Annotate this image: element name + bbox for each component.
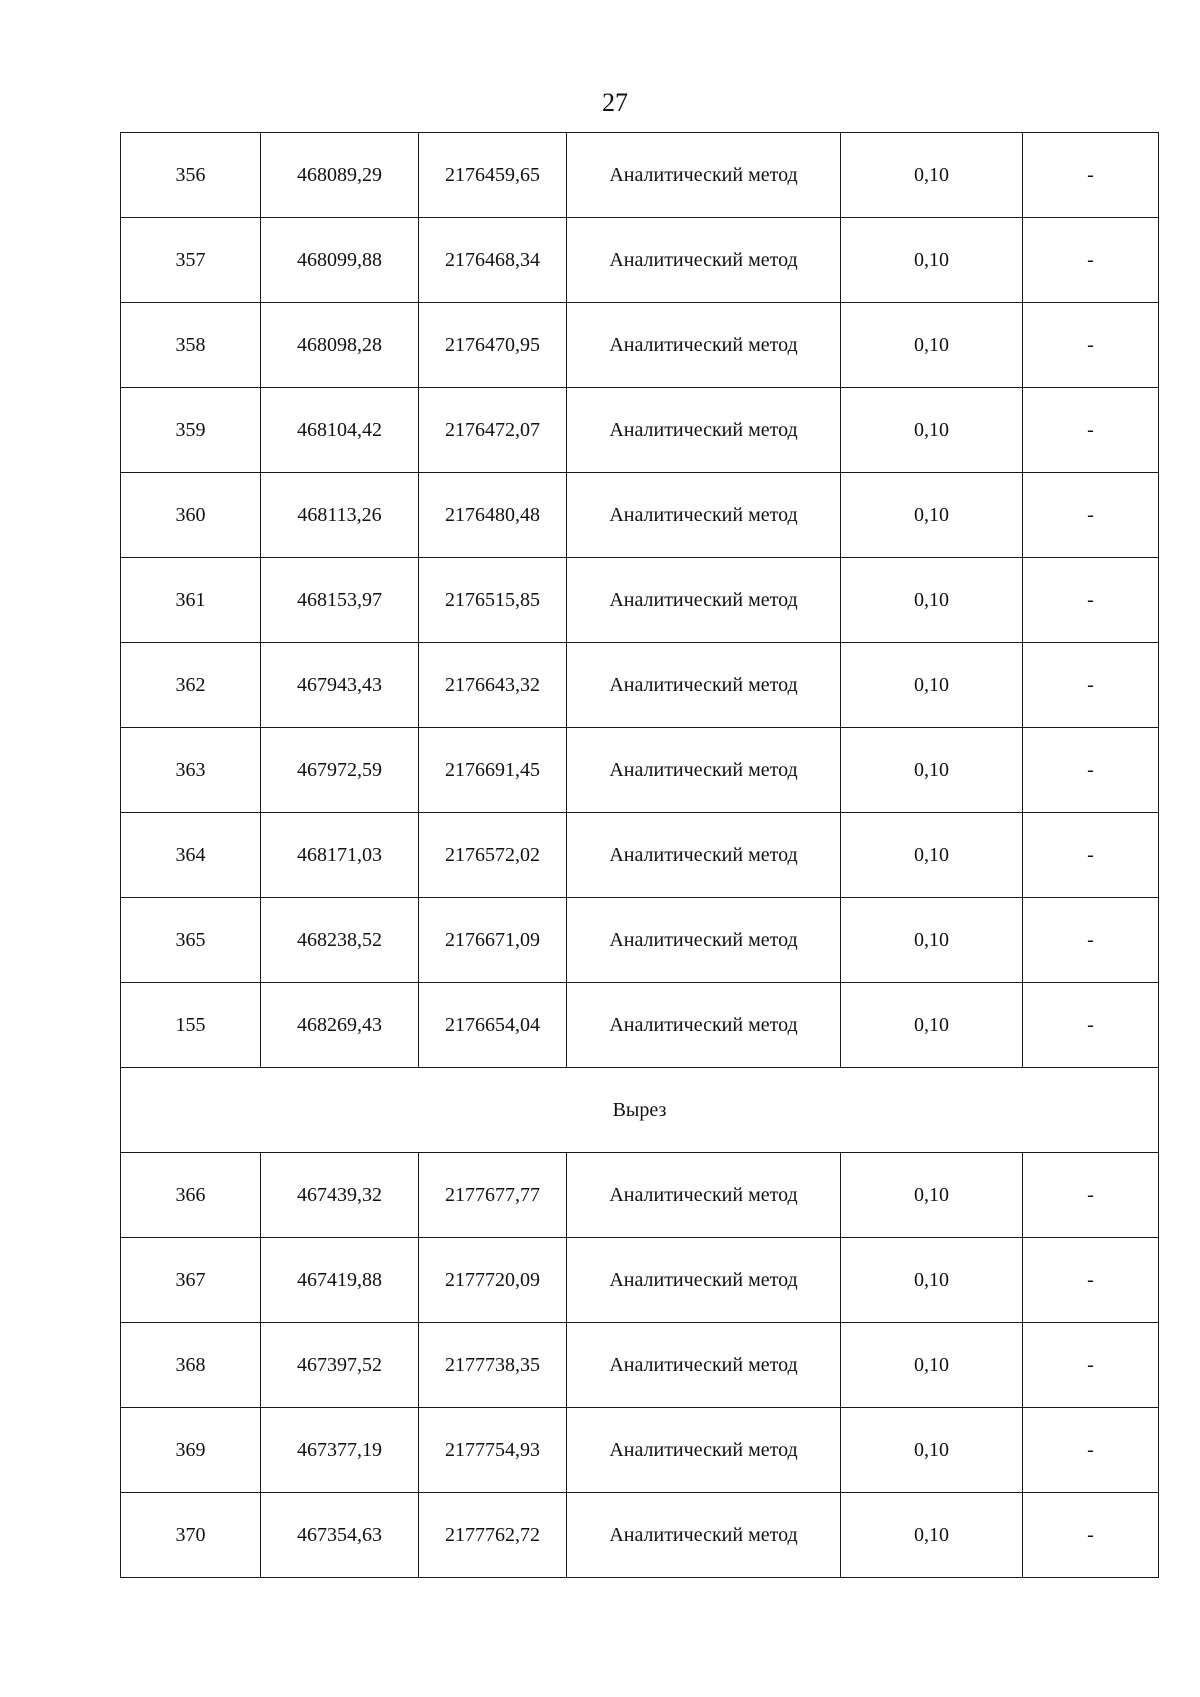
x-coordinate-cell: 467397,52 <box>261 1323 419 1408</box>
accuracy-cell: 0,10 <box>841 218 1023 303</box>
method-cell: Аналитический метод <box>567 1153 841 1238</box>
y-coordinate-cell: 2176671,09 <box>419 898 567 983</box>
note-cell: - <box>1023 728 1159 813</box>
method-cell: Аналитический метод <box>567 1238 841 1323</box>
table-row <box>121 728 1159 813</box>
method-cell: Аналитический метод <box>567 1323 841 1408</box>
method-cell: Аналитический метод <box>567 558 841 643</box>
method-cell: Аналитический метод <box>567 983 841 1068</box>
table-row <box>121 813 1159 898</box>
x-coordinate-cell: 467943,43 <box>261 643 419 728</box>
coordinates-table <box>120 132 1159 1578</box>
method-cell: Аналитический метод <box>567 388 841 473</box>
y-coordinate-cell: 2176572,02 <box>419 813 567 898</box>
note-cell: - <box>1023 1408 1159 1493</box>
accuracy-cell: 0,10 <box>841 1323 1023 1408</box>
x-coordinate-cell: 467419,88 <box>261 1238 419 1323</box>
x-coordinate-cell: 467377,19 <box>261 1408 419 1493</box>
point-number-cell: 360 <box>121 473 261 558</box>
accuracy-cell: 0,10 <box>841 133 1023 218</box>
table-row <box>121 1408 1159 1493</box>
accuracy-cell: 0,10 <box>841 1153 1023 1238</box>
accuracy-cell: 0,10 <box>841 983 1023 1068</box>
accuracy-cell: 0,10 <box>841 473 1023 558</box>
accuracy-cell: 0,10 <box>841 1408 1023 1493</box>
point-number-cell: 370 <box>121 1493 261 1578</box>
y-coordinate-cell: 2177720,09 <box>419 1238 567 1323</box>
note-cell: - <box>1023 1153 1159 1238</box>
table-row <box>121 1238 1159 1323</box>
y-coordinate-cell: 2176643,32 <box>419 643 567 728</box>
accuracy-cell: 0,10 <box>841 558 1023 643</box>
accuracy-cell: 0,10 <box>841 643 1023 728</box>
method-cell: Аналитический метод <box>567 643 841 728</box>
accuracy-cell: 0,10 <box>841 388 1023 473</box>
point-number-cell: 356 <box>121 133 261 218</box>
method-cell: Аналитический метод <box>567 133 841 218</box>
coordinates-table-body <box>121 133 1159 1578</box>
y-coordinate-cell: 2176480,48 <box>419 473 567 558</box>
note-cell: - <box>1023 303 1159 388</box>
method-cell: Аналитический метод <box>567 473 841 558</box>
point-number-cell: 362 <box>121 643 261 728</box>
x-coordinate-cell: 468238,52 <box>261 898 419 983</box>
note-cell: - <box>1023 133 1159 218</box>
table-row <box>121 303 1159 388</box>
table-row <box>121 1323 1159 1408</box>
x-coordinate-cell: 467354,63 <box>261 1493 419 1578</box>
note-cell: - <box>1023 1323 1159 1408</box>
point-number-cell: 363 <box>121 728 261 813</box>
method-cell: Аналитический метод <box>567 1408 841 1493</box>
x-coordinate-cell: 468098,28 <box>261 303 419 388</box>
y-coordinate-cell: 2177677,77 <box>419 1153 567 1238</box>
x-coordinate-cell: 468099,88 <box>261 218 419 303</box>
accuracy-cell: 0,10 <box>841 728 1023 813</box>
note-cell: - <box>1023 1238 1159 1323</box>
method-cell: Аналитический метод <box>567 813 841 898</box>
x-coordinate-cell: 467972,59 <box>261 728 419 813</box>
note-cell: - <box>1023 983 1159 1068</box>
point-number-cell: 366 <box>121 1153 261 1238</box>
method-cell: Аналитический метод <box>567 303 841 388</box>
point-number-cell: 369 <box>121 1408 261 1493</box>
table-row <box>121 983 1159 1068</box>
point-number-cell: 359 <box>121 388 261 473</box>
table-row <box>121 473 1159 558</box>
y-coordinate-cell: 2176468,34 <box>419 218 567 303</box>
note-cell: - <box>1023 558 1159 643</box>
note-cell: - <box>1023 218 1159 303</box>
point-number-cell: 358 <box>121 303 261 388</box>
section-label: Вырез <box>121 1068 1159 1153</box>
y-coordinate-cell: 2176470,95 <box>419 303 567 388</box>
point-number-cell: 367 <box>121 1238 261 1323</box>
y-coordinate-cell: 2176691,45 <box>419 728 567 813</box>
y-coordinate-cell: 2176515,85 <box>419 558 567 643</box>
x-coordinate-cell: 468153,97 <box>261 558 419 643</box>
table-row <box>121 643 1159 728</box>
method-cell: Аналитический метод <box>567 218 841 303</box>
section-header-row <box>121 1068 1159 1153</box>
page-number: 27 <box>602 88 628 117</box>
point-number-cell: 365 <box>121 898 261 983</box>
table-row <box>121 133 1159 218</box>
x-coordinate-cell: 467439,32 <box>261 1153 419 1238</box>
accuracy-cell: 0,10 <box>841 898 1023 983</box>
y-coordinate-cell: 2176654,04 <box>419 983 567 1068</box>
accuracy-cell: 0,10 <box>841 303 1023 388</box>
y-coordinate-cell: 2176459,65 <box>419 133 567 218</box>
point-number-cell: 357 <box>121 218 261 303</box>
method-cell: Аналитический метод <box>567 728 841 813</box>
note-cell: - <box>1023 1493 1159 1578</box>
note-cell: - <box>1023 388 1159 473</box>
note-cell: - <box>1023 813 1159 898</box>
note-cell: - <box>1023 473 1159 558</box>
accuracy-cell: 0,10 <box>841 1238 1023 1323</box>
x-coordinate-cell: 468269,43 <box>261 983 419 1068</box>
point-number-cell: 361 <box>121 558 261 643</box>
note-cell: - <box>1023 643 1159 728</box>
y-coordinate-cell: 2177762,72 <box>419 1493 567 1578</box>
x-coordinate-cell: 468171,03 <box>261 813 419 898</box>
point-number-cell: 364 <box>121 813 261 898</box>
method-cell: Аналитический метод <box>567 1493 841 1578</box>
x-coordinate-cell: 468089,29 <box>261 133 419 218</box>
table-row <box>121 898 1159 983</box>
note-cell: - <box>1023 898 1159 983</box>
table-row <box>121 1493 1159 1578</box>
y-coordinate-cell: 2177738,35 <box>419 1323 567 1408</box>
x-coordinate-cell: 468113,26 <box>261 473 419 558</box>
table-row <box>121 1153 1159 1238</box>
y-coordinate-cell: 2176472,07 <box>419 388 567 473</box>
table-row <box>121 558 1159 643</box>
table-row <box>121 388 1159 473</box>
point-number-cell: 155 <box>121 983 261 1068</box>
method-cell: Аналитический метод <box>567 898 841 983</box>
table-row <box>121 218 1159 303</box>
x-coordinate-cell: 468104,42 <box>261 388 419 473</box>
accuracy-cell: 0,10 <box>841 813 1023 898</box>
point-number-cell: 368 <box>121 1323 261 1408</box>
accuracy-cell: 0,10 <box>841 1493 1023 1578</box>
y-coordinate-cell: 2177754,93 <box>419 1408 567 1493</box>
